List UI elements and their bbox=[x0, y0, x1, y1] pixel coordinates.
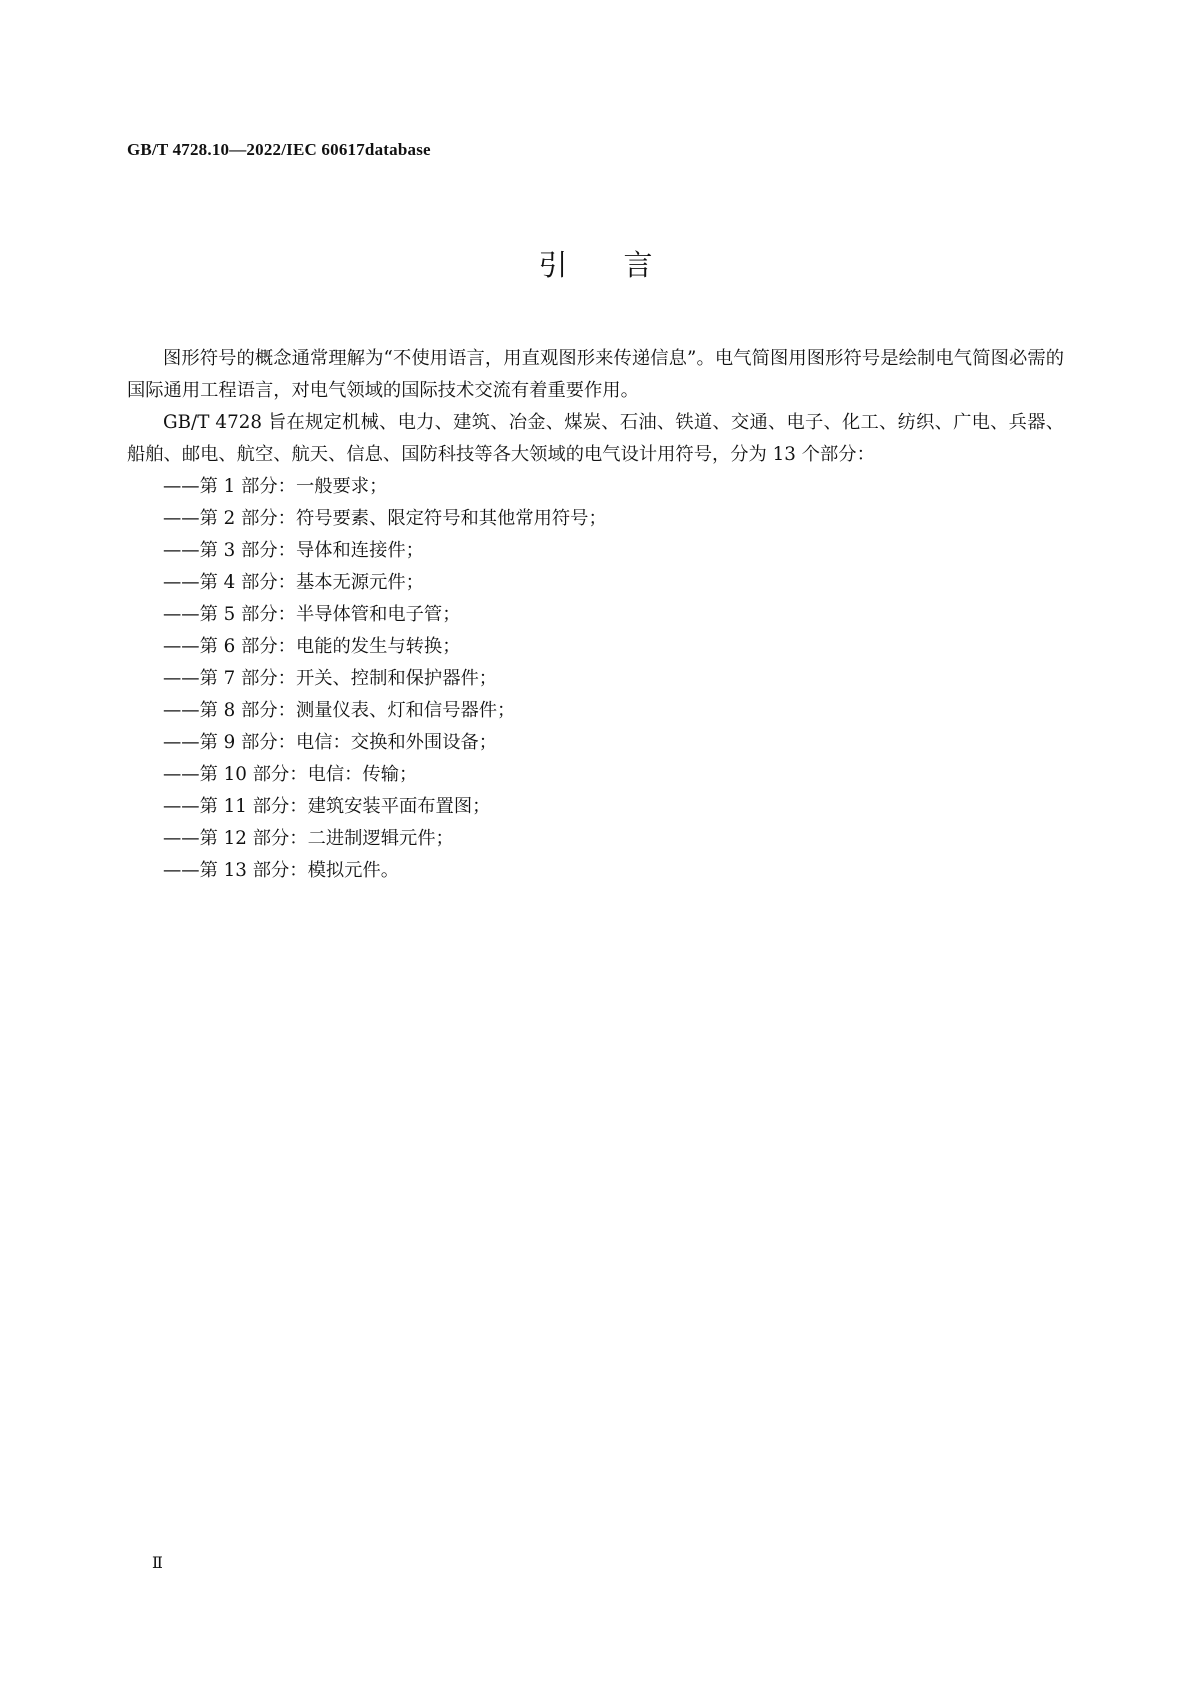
list-item: ——第 3 部分：导体和连接件； bbox=[163, 540, 424, 561]
list-item: ——第 4 部分：基本无源元件； bbox=[163, 572, 424, 593]
list-item: ——第 2 部分：符号要素、限定符号和其他常用符号； bbox=[163, 508, 607, 529]
intro-paragraph-1: 图形符号的概念通常理解为“不使用语言，用直观图形来传递信息”。电气简图用图形符号是绘制电气简图必需的国际通用工程语言，对电气领域的国际技术交流有着重要作用。 bbox=[127, 348, 1064, 401]
intro-paragraph-2: GB/T 4728 旨在规定机械、电力、建筑、冶金、煤炭、石油、铁道、交通、电子、化工、纺织、广电、兵器、船舶、邮电、航空、航天、信息、国防科技等各大领域的电气设计用符号，分为 13 个部分： bbox=[127, 412, 1064, 465]
list-item: ——第 8 部分：测量仪表、灯和信号器件； bbox=[163, 700, 516, 721]
section-title: 引言 bbox=[538, 248, 709, 282]
list-item: ——第 11 部分：建筑安装平面布置图； bbox=[163, 796, 491, 817]
list-item: ——第 5 部分：半导体管和电子管； bbox=[163, 604, 461, 625]
list-item: ——第 12 部分：二进制逻辑元件； bbox=[163, 828, 454, 849]
list-item: ——第 13 部分：模拟元件。 bbox=[163, 860, 399, 881]
list-item: ——第 10 部分：电信：传输； bbox=[163, 764, 418, 785]
parts-list bbox=[127, 471, 1064, 887]
list-item: ——第 1 部分：一般要求； bbox=[163, 476, 388, 497]
introduction-body bbox=[127, 343, 1064, 887]
page-number: Ⅱ bbox=[152, 1555, 163, 1572]
list-item: ——第 9 部分：电信：交换和外围设备； bbox=[163, 732, 498, 753]
list-item: ——第 7 部分：开关、控制和保护器件； bbox=[163, 668, 498, 689]
page-header-standard-code: GB/T 4728.10—2022/IEC 60617database bbox=[127, 140, 431, 159]
list-item: ——第 6 部分：电能的发生与转换； bbox=[163, 636, 461, 657]
